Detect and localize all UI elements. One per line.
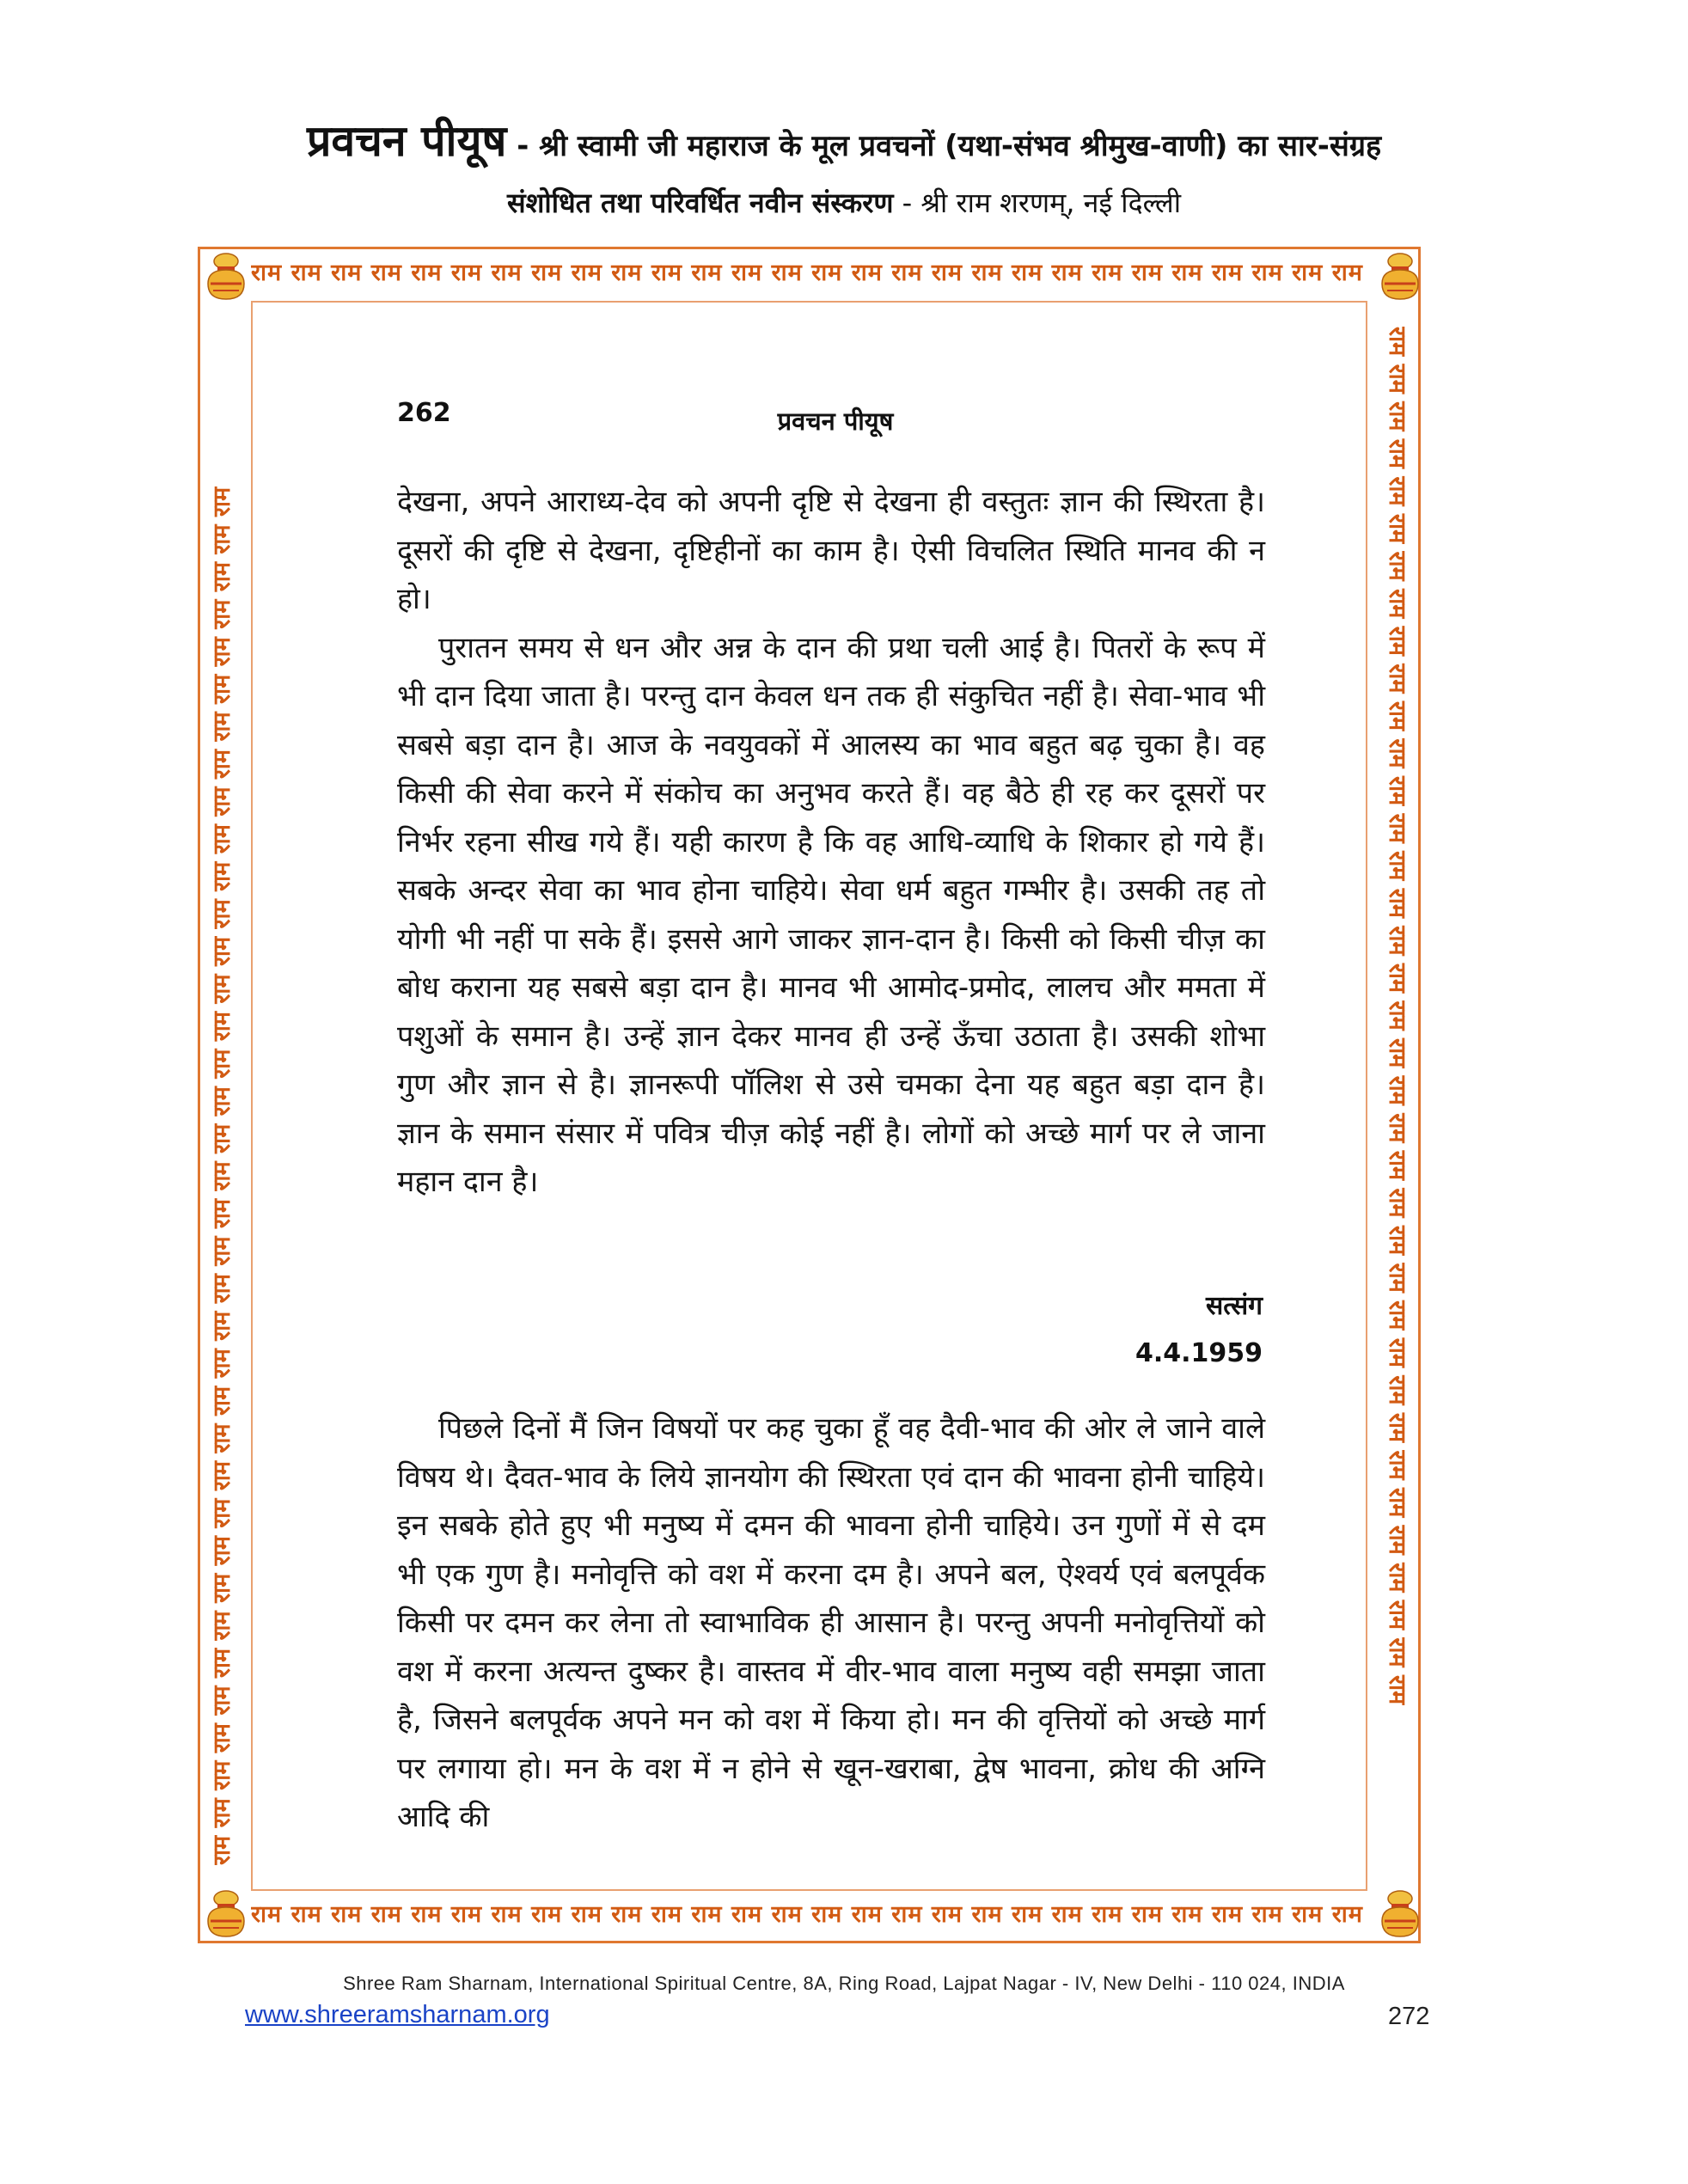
title-main: प्रवचन पीयूष (306, 116, 507, 166)
body-text-section-1 (397, 478, 1265, 1207)
ram-band-left (205, 327, 242, 1865)
discourse-date: 4.4.1959 (1135, 1338, 1263, 1368)
paragraph: पिछले दिनों मैं जिन विषयों पर कह चुका हूँ वह दैवी-भाव की ओर ले जाने वाले विषय थे। दैवत-भाव के लिये ज्ञानयोग की स्थिरता एवं दान की भावना होनी चाहिये। इन सबके होते हुए भी मनुष्य में दमन की भावना होनी चाहिये। उन गुणों में से दम भी एक गुण है। मनोवृत्ति को वश में करना दम है। अपने बल, ऐश्वर्य एवं बलपूर्वक किसी पर दमन कर लेना तो स्वाभाविक ही आसान है। परन्तु अपनी मनोवृत्तियों को वश में करना अत्यन्त दुष्कर है। वास्तव में वीर-भाव वाला मनुष्य वही समझा जाता है, जिसने बलपूर्वक अपने मन को वश में किया हो। मन की वृत्तियों को अच्छे मार्ग पर लगाया हो। मन के वश में न होने से खून-खराबा, द्वेष भावना, क्रोध की अग्नि आदि की (397, 1411, 1265, 1834)
pdf-page-number: 272 (1388, 2003, 1430, 2030)
ram-band-bottom: राम राम राम राम राम राम राम राम राम राम राम राम राम राम राम राम राम राम राम राम राम राम राम राम राम राम राम राम (251, 1901, 1363, 1928)
title-rest: - श्री स्वामी जी महाराज के मूल प्रवचनों (यथा-संभव श्रीमुख-वाणी) का सार-संग्रह (506, 129, 1382, 163)
subtitle-rest: - श्री राम शरणम्, नई दिल्ली (893, 187, 1181, 219)
running-head (0, 404, 1688, 437)
satsang-label: सत्संग (1205, 1291, 1263, 1321)
kalash-icon (1377, 249, 1423, 303)
paragraph: पुरातन समय से धन और अन्न के दान की प्रथा चली आई है। पितरों के रूप में भी दान दिया जाता है। परन्तु दान केवल धन तक ही संकुचित नहीं है। सेवा-भाव भी सबसे बड़ा दान है। आज के नवयुवकों में आलस्य का भाव बहुत बढ़ चुका है। वह किसी की सेवा करने में संकोच का अनुभव करते हैं। वह बैठे ही रह कर दूसरों पर निर्भर रहना सीख गये हैं। यही कारण है कि वह आधि-व्याधि के शिकार हो गये हैं। सबके अन्दर सेवा का भाव होना चाहिये। सेवा धर्म बहुत गम्भीर है। उसकी तह तो योगी भी नहीं पा सके हैं। इससे आगे जाकर ज्ञान-दान है। किसी को किसी चीज़ का बोध कराना यह सबसे बड़ा दान है। मानव भी आमोद-प्रमोद, लालच और ममता में पशुओं के समान है। उन्हें ज्ञान देकर मानव ही उन्हें ऊँचा उठाता है। उसकी शोभा गुण और ज्ञान से है। ज्ञानरूपी पॉलिश से उसे चमका देना यह बहुत बड़ा दान है। ज्ञान के समान संसार में पवित्र चीज़ कोई नहीं है। लोगों को अच्छे मार्ग पर ले जाना महान दान है। (397, 630, 1265, 1199)
kalash-icon (203, 249, 249, 303)
ram-band-right-text: राम राम राम राम राम राम राम राम राम राम राम राम राम राम राम राम राम राम राम राम राम राम राम राम राम राम राम राम राम राम राम राम राम राम राम राम राम (1384, 327, 1410, 1705)
kalash-icon (1377, 1887, 1423, 1940)
subtitle-bold: संशोधित तथा परिवर्धित नवीन संस्करण (507, 187, 894, 219)
running-head-text: प्रवचन पीयूष (777, 407, 894, 436)
book-page-number: 262 (397, 398, 451, 428)
document-subtitle (0, 184, 1688, 221)
ram-band-right (1380, 327, 1418, 1865)
discourse-signature (1135, 1282, 1263, 1377)
ram-band-left-text: राम राम राम राम राम राम राम राम राम राम राम राम राम राम राम राम राम राम राम राम राम राम राम राम राम राम राम राम राम राम राम राम राम राम राम राम राम (209, 486, 235, 1865)
ram-band-top: राम राम राम राम राम राम राम राम राम राम राम राम राम राम राम राम राम राम राम राम राम राम राम राम राम राम राम राम (251, 260, 1363, 286)
footer-address: Shree Ram Sharnam, International Spiritual Centre, 8A, Ring Road, Lajpat Nagar - IV, New Delhi - 110 024, INDIA (343, 1973, 1345, 1994)
document-title (0, 110, 1688, 168)
paragraph: देखना, अपने आराध्य-देव को अपनी दृष्टि से देखना ही वस्तुतः ज्ञान की स्थिरता है। दूसरों की दृष्टि से देखना, दृष्टिहीनों का काम है। ऐसी विचलित स्थिति मानव की न हो। (397, 485, 1265, 616)
website-link[interactable]: www.shreeramsharnam.org (245, 2001, 550, 2028)
body-text-section-2 (397, 1404, 1265, 1842)
kalash-icon (203, 1887, 249, 1940)
